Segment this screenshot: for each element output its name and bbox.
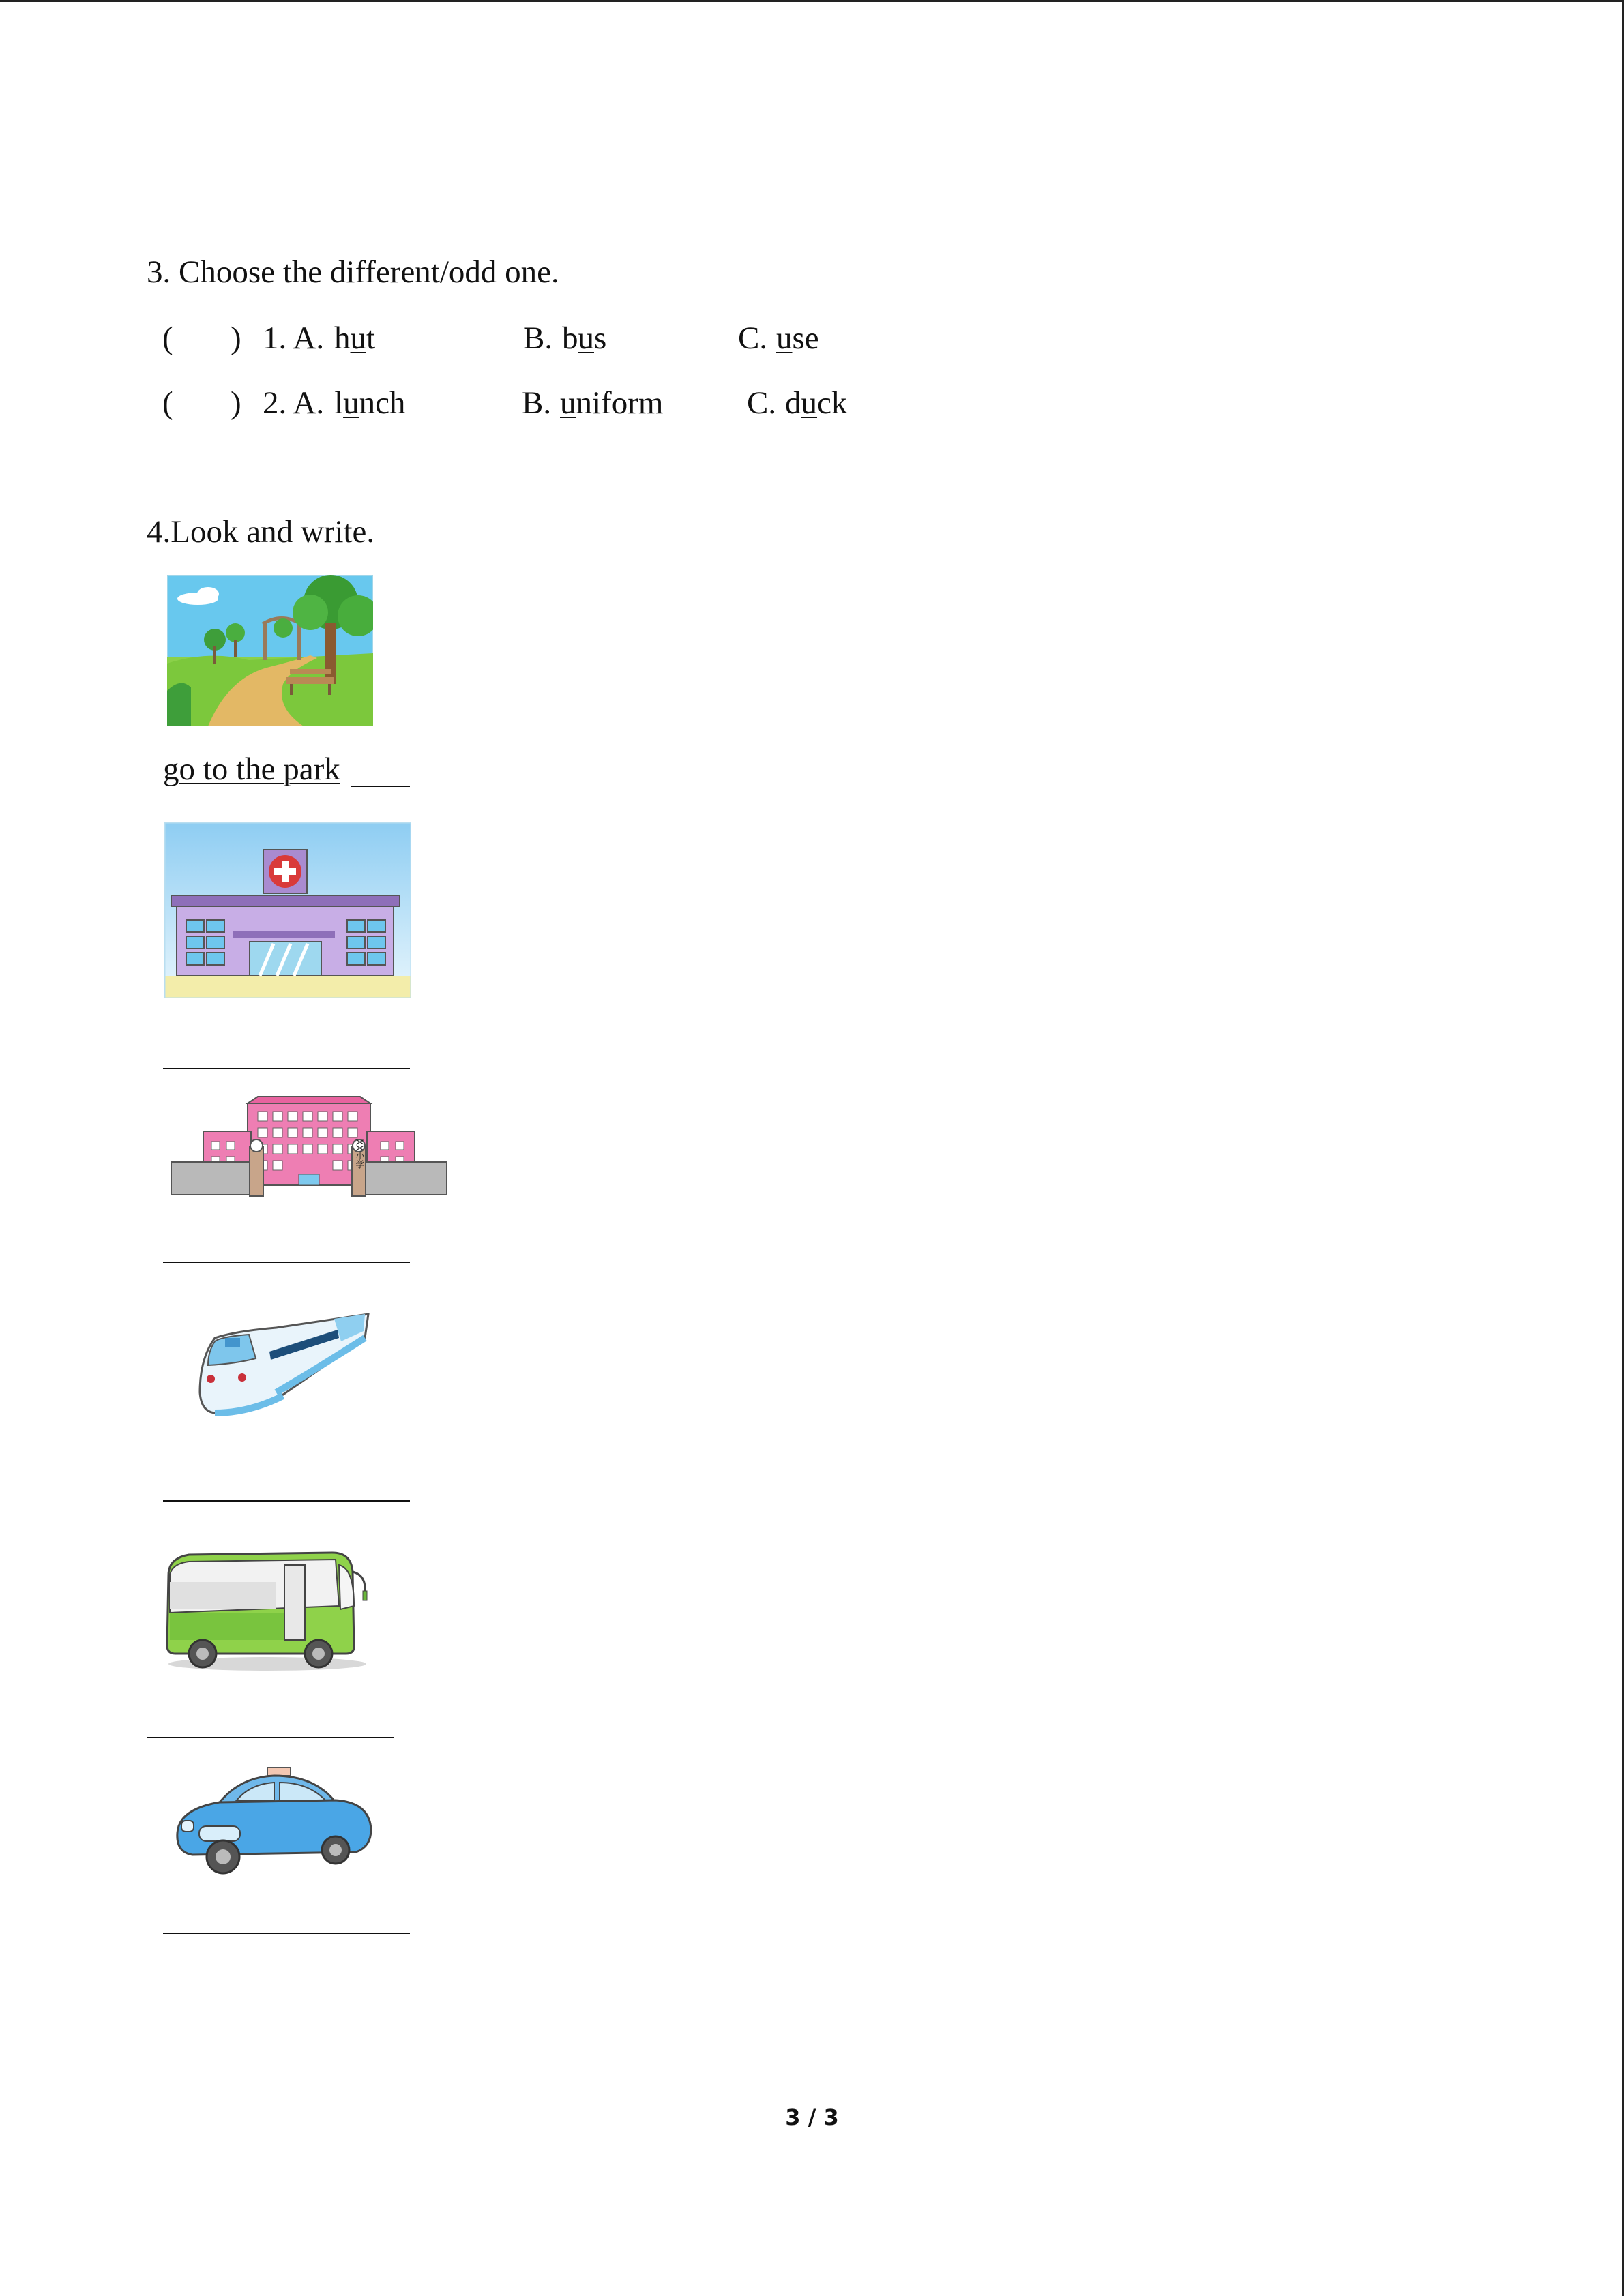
answer-paren-close: ) bbox=[231, 320, 241, 356]
page-number: 3 / 3 bbox=[785, 2104, 839, 2130]
option-c-word: use bbox=[776, 320, 819, 356]
park-image bbox=[167, 575, 373, 726]
option-b-word: bus bbox=[562, 320, 607, 356]
school-image bbox=[169, 1094, 449, 1200]
section3-heading: 3. Choose the different/odd one. bbox=[147, 254, 559, 290]
option-c-word: duck bbox=[785, 385, 848, 421]
answer-paren-open: ( bbox=[162, 320, 173, 356]
option-a-word: lunch bbox=[334, 385, 406, 421]
bus-image bbox=[162, 1545, 377, 1673]
option-a-word: hut bbox=[334, 320, 376, 356]
train-image bbox=[194, 1311, 372, 1418]
example-answer-line bbox=[351, 786, 410, 787]
page-top-border bbox=[0, 0, 1624, 2]
answer-line-train[interactable] bbox=[163, 1500, 410, 1502]
answer-line-hospital[interactable] bbox=[163, 1068, 410, 1069]
option-c-label: C. bbox=[747, 385, 777, 421]
hospital-image bbox=[164, 822, 411, 998]
question-number: 1. A. bbox=[263, 320, 325, 356]
option-b-label: B. bbox=[522, 385, 552, 421]
example-answer: go to the park bbox=[163, 751, 340, 787]
section4-heading: 4.Look and write. bbox=[147, 514, 375, 550]
question-number: 2. A. bbox=[263, 385, 325, 421]
taxi-image bbox=[172, 1765, 377, 1875]
school-sign-text: XX小学 bbox=[353, 1139, 364, 1169]
option-b-word: uniform bbox=[560, 385, 664, 421]
option-c-label: C. bbox=[738, 320, 768, 356]
answer-line-school[interactable] bbox=[163, 1262, 410, 1263]
answer-paren-open: ( bbox=[162, 385, 173, 421]
answer-line-taxi[interactable] bbox=[163, 1933, 410, 1934]
option-b-label: B. bbox=[523, 320, 553, 356]
answer-paren-close: ) bbox=[231, 385, 241, 421]
answer-line-bus[interactable] bbox=[147, 1737, 394, 1738]
